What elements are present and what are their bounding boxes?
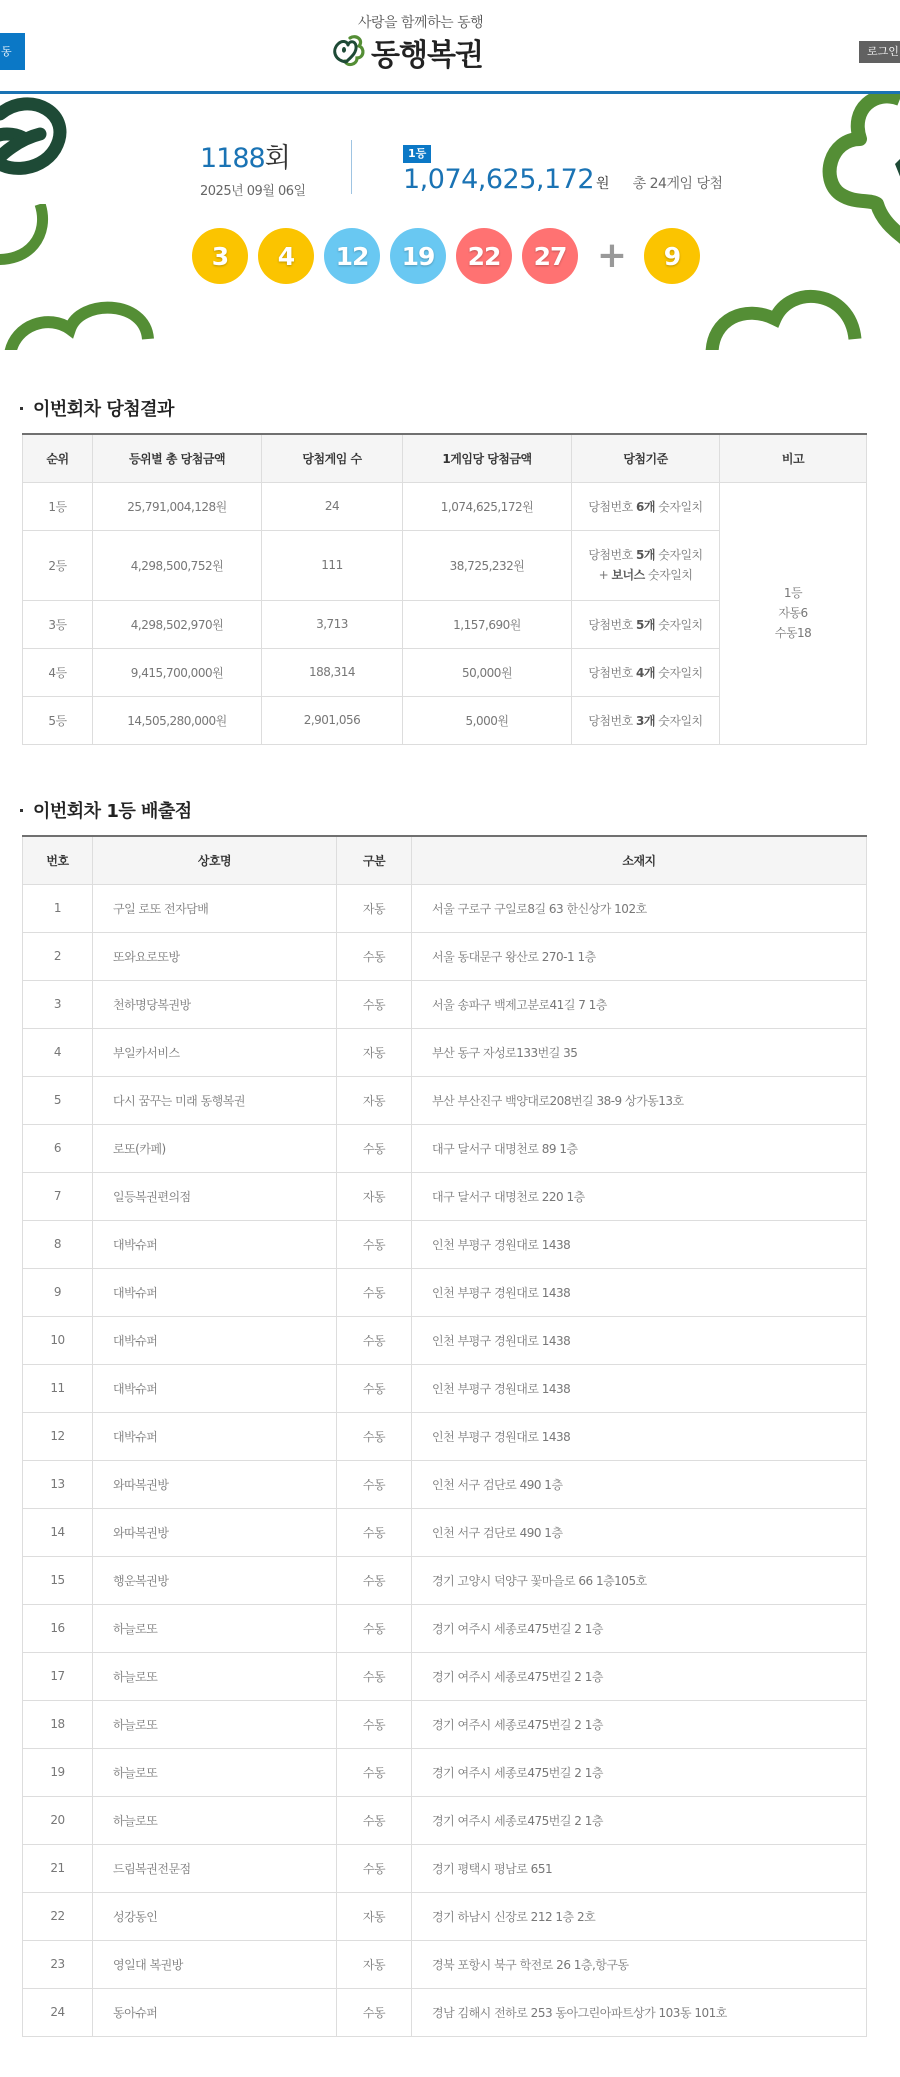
- table-row: [23, 1556, 867, 1604]
- side-menu-tab[interactable]: 동: [0, 33, 25, 70]
- store-name-cell: 또와요로또방: [93, 932, 337, 980]
- total-prize-cell: 9,415,700,000원: [93, 648, 262, 696]
- rank-cell: 4등: [23, 648, 93, 696]
- store-type-cell: 자동: [337, 1076, 412, 1124]
- store-number-cell: 12: [23, 1412, 93, 1460]
- rank-badge: 1등: [403, 145, 431, 163]
- bonus-ball: 9: [644, 228, 700, 284]
- currency-unit: 원: [596, 176, 610, 192]
- store-type-cell: 자동: [337, 884, 412, 932]
- criteria-cell: 당첨번호 6개 숫자일치: [572, 482, 720, 530]
- store-type-cell: 수동: [337, 980, 412, 1028]
- table-row: [23, 1652, 867, 1700]
- store-type-cell: 자동: [337, 1028, 412, 1076]
- remark-cell: 1등 자동6 수동18: [720, 482, 867, 744]
- games-cell: 188,314: [262, 648, 403, 696]
- store-number-cell: 24: [23, 1988, 93, 2036]
- store-name-cell: 행운복권방: [93, 1556, 337, 1604]
- store-type-cell: 수동: [337, 932, 412, 980]
- store-type-cell: 자동: [337, 1940, 412, 1988]
- store-number-cell: 15: [23, 1556, 93, 1604]
- store-address-cell: 인천 부평구 경원대로 1438: [412, 1364, 867, 1412]
- first-prize-info: [403, 142, 723, 195]
- store-number-cell: 17: [23, 1652, 93, 1700]
- store-name-cell: 대박슈퍼: [93, 1412, 337, 1460]
- store-number-cell: 4: [23, 1028, 93, 1076]
- stores-section-title: 이번회차 1등 배출점: [20, 797, 192, 823]
- table-row: [23, 1268, 867, 1316]
- store-name-cell: 다시 꿈꾸는 미래 동행복권: [93, 1076, 337, 1124]
- store-number-cell: 20: [23, 1796, 93, 1844]
- column-header: 번호: [23, 836, 93, 884]
- store-name-cell: 동아슈퍼: [93, 1988, 337, 2036]
- store-number-cell: 19: [23, 1748, 93, 1796]
- winning-numbers: [192, 228, 710, 284]
- store-name-cell: 대박슈퍼: [93, 1364, 337, 1412]
- clover-decoration-icon: [0, 284, 160, 350]
- column-header: 1게임당 당첨금액: [403, 434, 572, 482]
- store-number-cell: 21: [23, 1844, 93, 1892]
- first-prize-amount: 1,074,625,172: [403, 164, 595, 195]
- logo-slogan: 사랑을 함께하는 동행: [358, 15, 484, 31]
- store-type-cell: 수동: [337, 1460, 412, 1508]
- table-row: [23, 1508, 867, 1556]
- table-row: [23, 1748, 867, 1796]
- store-number-cell: 7: [23, 1172, 93, 1220]
- login-button[interactable]: 로그인: [859, 41, 900, 63]
- table-row: [23, 884, 867, 932]
- store-address-cell: 서울 동대문구 왕산로 270-1 1층: [412, 932, 867, 980]
- table-row: [23, 1988, 867, 2036]
- round-number: 1188회: [200, 143, 290, 174]
- site-logo[interactable]: [330, 10, 500, 72]
- per-game-prize-cell: 1,074,625,172원: [403, 482, 572, 530]
- store-name-cell: 하늘로또: [93, 1748, 337, 1796]
- total-prize-cell: 14,505,280,000원: [93, 696, 262, 744]
- store-type-cell: 수동: [337, 1700, 412, 1748]
- table-row: [23, 1028, 867, 1076]
- rank-cell: 2등: [23, 530, 93, 600]
- store-address-cell: 인천 부평구 경원대로 1438: [412, 1412, 867, 1460]
- rank-cell: 1등: [23, 482, 93, 530]
- clover-decoration-icon: [805, 94, 900, 274]
- store-address-cell: 인천 서구 검단로 490 1층: [412, 1460, 867, 1508]
- lotto-ball: 12: [324, 228, 380, 284]
- store-number-cell: 9: [23, 1268, 93, 1316]
- store-type-cell: 수동: [337, 1412, 412, 1460]
- results-table: [22, 433, 867, 745]
- store-type-cell: 자동: [337, 1172, 412, 1220]
- total-prize-cell: 25,791,004,128원: [93, 482, 262, 530]
- criteria-cell: 당첨번호 4개 숫자일치: [572, 648, 720, 696]
- rank-cell: 3등: [23, 600, 93, 648]
- column-header: 당첨게임 수: [262, 434, 403, 482]
- table-row: [23, 1076, 867, 1124]
- store-name-cell: 하늘로또: [93, 1652, 337, 1700]
- store-number-cell: 6: [23, 1124, 93, 1172]
- lotto-ball: 27: [522, 228, 578, 284]
- lotto-ball: 19: [390, 228, 446, 284]
- store-address-cell: 서울 구로구 구일로8길 63 한신상가 102호: [412, 884, 867, 932]
- store-name-cell: 대박슈퍼: [93, 1268, 337, 1316]
- store-address-cell: 경기 여주시 세종로475번길 2 1층: [412, 1604, 867, 1652]
- store-number-cell: 1: [23, 884, 93, 932]
- clover-decoration-icon: [0, 204, 60, 284]
- store-name-cell: 와따복권방: [93, 1460, 337, 1508]
- column-header: 소재지: [412, 836, 867, 884]
- games-cell: 24: [262, 482, 403, 530]
- draw-date: 2025년 09월 06일: [200, 184, 306, 199]
- total-prize-cell: 4,298,502,970원: [93, 600, 262, 648]
- store-type-cell: 자동: [337, 1892, 412, 1940]
- store-address-cell: 경기 여주시 세종로475번길 2 1층: [412, 1796, 867, 1844]
- games-cell: 3,713: [262, 600, 403, 648]
- store-type-cell: 수동: [337, 1844, 412, 1892]
- criteria-cell: 당첨번호 5개 숫자일치 + 보너스 숫자일치: [572, 530, 720, 600]
- store-type-cell: 수동: [337, 1556, 412, 1604]
- column-header: 구분: [337, 836, 412, 884]
- store-number-cell: 2: [23, 932, 93, 980]
- lotto-ball: 4: [258, 228, 314, 284]
- column-header: 비고: [720, 434, 867, 482]
- criteria-cell: 당첨번호 3개 숫자일치: [572, 696, 720, 744]
- table-row: [23, 1940, 867, 1988]
- store-number-cell: 3: [23, 980, 93, 1028]
- table-row: [23, 482, 867, 530]
- store-type-cell: 수동: [337, 1220, 412, 1268]
- stores-table: [22, 835, 867, 2037]
- lotto-ball: 3: [192, 228, 248, 284]
- bullet-icon: [20, 407, 23, 410]
- games-cell: 2,901,056: [262, 696, 403, 744]
- store-type-cell: 수동: [337, 1796, 412, 1844]
- clover-decoration-icon: [0, 94, 90, 204]
- table-row: [23, 1172, 867, 1220]
- store-number-cell: 10: [23, 1316, 93, 1364]
- table-row: [23, 980, 867, 1028]
- bullet-icon: [20, 809, 23, 812]
- store-number-cell: 23: [23, 1940, 93, 1988]
- column-header: 순위: [23, 434, 93, 482]
- store-address-cell: 서울 송파구 백제고분로41길 7 1층: [412, 980, 867, 1028]
- table-row: [23, 1892, 867, 1940]
- store-type-cell: 수동: [337, 1652, 412, 1700]
- store-type-cell: 수동: [337, 1508, 412, 1556]
- per-game-prize-cell: 38,725,232원: [403, 530, 572, 600]
- criteria-cell: 당첨번호 5개 숫자일치: [572, 600, 720, 648]
- logo-name: 동행복권: [371, 38, 483, 73]
- rank-cell: 5등: [23, 696, 93, 744]
- store-type-cell: 수동: [337, 1316, 412, 1364]
- store-name-cell: 일등복권편의점: [93, 1172, 337, 1220]
- store-type-cell: 수동: [337, 1364, 412, 1412]
- table-row: [23, 932, 867, 980]
- store-number-cell: 18: [23, 1700, 93, 1748]
- store-name-cell: 하늘로또: [93, 1604, 337, 1652]
- store-number-cell: 14: [23, 1508, 93, 1556]
- store-address-cell: 대구 달서구 대명천로 89 1층: [412, 1124, 867, 1172]
- table-row: [23, 1796, 867, 1844]
- table-row: [23, 1844, 867, 1892]
- store-number-cell: 16: [23, 1604, 93, 1652]
- store-address-cell: 경기 여주시 세종로475번길 2 1층: [412, 1748, 867, 1796]
- store-name-cell: 영일대 복권방: [93, 1940, 337, 1988]
- table-row: [23, 1364, 867, 1412]
- lotto-ball: 22: [456, 228, 512, 284]
- store-address-cell: 인천 부평구 경원대로 1438: [412, 1268, 867, 1316]
- store-name-cell: 드림복권전문점: [93, 1844, 337, 1892]
- column-header: 당첨기준: [572, 434, 720, 482]
- plus-icon: +: [596, 235, 628, 276]
- store-address-cell: 경기 고양시 덕양구 꽃마을로 66 1층105호: [412, 1556, 867, 1604]
- store-address-cell: 부산 부산진구 백양대로208번길 38-9 상가동13호: [412, 1076, 867, 1124]
- store-name-cell: 하늘로또: [93, 1700, 337, 1748]
- store-address-cell: 경기 여주시 세종로475번길 2 1층: [412, 1700, 867, 1748]
- store-name-cell: 와따복권방: [93, 1508, 337, 1556]
- winning-games-count: 총 24게임 당첨: [632, 176, 723, 192]
- store-name-cell: 부일카서비스: [93, 1028, 337, 1076]
- per-game-prize-cell: 1,157,690원: [403, 600, 572, 648]
- table-row: [23, 1460, 867, 1508]
- store-name-cell: 천하명당복권방: [93, 980, 337, 1028]
- store-address-cell: 경북 포항시 북구 학전로 26 1층,항구동: [412, 1940, 867, 1988]
- store-number-cell: 8: [23, 1220, 93, 1268]
- store-address-cell: 대구 달서구 대명천로 220 1층: [412, 1172, 867, 1220]
- store-number-cell: 22: [23, 1892, 93, 1940]
- per-game-prize-cell: 50,000원: [403, 648, 572, 696]
- store-address-cell: 인천 부평구 경원대로 1438: [412, 1220, 867, 1268]
- hero-divider: [351, 140, 352, 194]
- clover-heart-logo-icon: [330, 32, 366, 68]
- table-row: [23, 1316, 867, 1364]
- store-address-cell: 부산 동구 자성로133번길 35: [412, 1028, 867, 1076]
- column-header: 상호명: [93, 836, 337, 884]
- store-name-cell: 구일 로또 전자담배: [93, 884, 337, 932]
- store-name-cell: 로또(카페): [93, 1124, 337, 1172]
- table-row: [23, 1604, 867, 1652]
- store-name-cell: 대박슈퍼: [93, 1220, 337, 1268]
- store-type-cell: 수동: [337, 1268, 412, 1316]
- store-name-cell: 성강동인: [93, 1892, 337, 1940]
- column-header: 등위별 총 당첨금액: [93, 434, 262, 482]
- store-name-cell: 하늘로또: [93, 1796, 337, 1844]
- store-number-cell: 5: [23, 1076, 93, 1124]
- store-type-cell: 수동: [337, 1988, 412, 2036]
- draw-result-hero: [0, 94, 900, 350]
- store-type-cell: 수동: [337, 1124, 412, 1172]
- store-number-cell: 13: [23, 1460, 93, 1508]
- table-row: [23, 1124, 867, 1172]
- store-address-cell: 경기 평택시 평남로 651: [412, 1844, 867, 1892]
- store-address-cell: 인천 서구 검단로 490 1층: [412, 1508, 867, 1556]
- store-address-cell: 경기 여주시 세종로475번길 2 1층: [412, 1652, 867, 1700]
- per-game-prize-cell: 5,000원: [403, 696, 572, 744]
- store-address-cell: 인천 부평구 경원대로 1438: [412, 1316, 867, 1364]
- table-row: [23, 1700, 867, 1748]
- store-address-cell: 경남 김해시 전하로 253 동아그린아파트상가 103동 101호: [412, 1988, 867, 2036]
- table-row: [23, 1412, 867, 1460]
- store-address-cell: 경기 하남시 신장로 212 1층 2호: [412, 1892, 867, 1940]
- site-header: [0, 0, 900, 94]
- store-type-cell: 수동: [337, 1748, 412, 1796]
- store-type-cell: 수동: [337, 1604, 412, 1652]
- total-prize-cell: 4,298,500,752원: [93, 530, 262, 600]
- clover-decoration-icon: [700, 279, 865, 350]
- store-name-cell: 대박슈퍼: [93, 1316, 337, 1364]
- table-row: [23, 1220, 867, 1268]
- results-section-title: 이번회차 당첨결과: [20, 395, 174, 421]
- store-number-cell: 11: [23, 1364, 93, 1412]
- round-info: [200, 136, 306, 199]
- games-cell: 111: [262, 530, 403, 600]
